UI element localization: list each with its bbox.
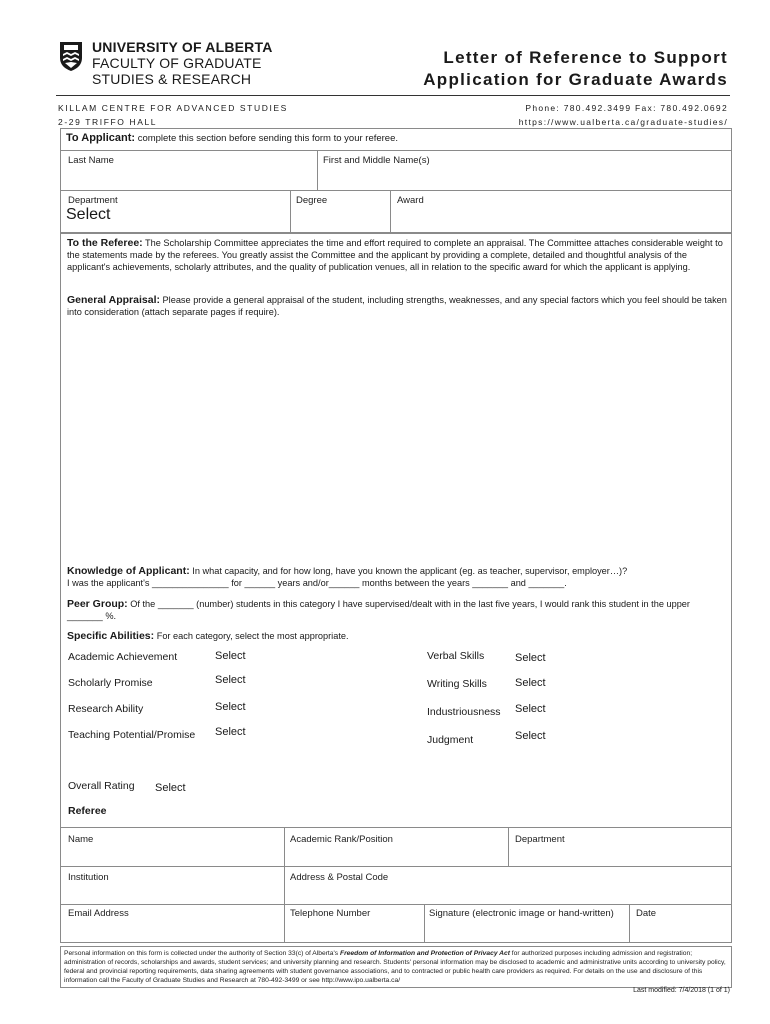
university-crest-icon xyxy=(58,40,84,72)
applicant-divider-1 xyxy=(60,150,732,151)
privacy-text-pre: Personal information on this form is collected under the authority of Section 33(c) of Alberta's xyxy=(64,950,340,957)
faculty-line-1: FACULTY OF GRADUATE xyxy=(92,55,262,71)
ability-select-academic-achievement[interactable]: Select xyxy=(215,650,246,662)
academic-rank-label: Academic Rank/Position xyxy=(290,834,393,845)
specific-abilities-heading: Specific Abilities: xyxy=(67,630,155,642)
university-title: UNIVERSITY OF ALBERTA xyxy=(92,39,273,55)
referee-intro-heading: To the Referee: xyxy=(67,237,143,249)
address-field[interactable] xyxy=(287,884,728,902)
ability-label-research-ability: Research Ability xyxy=(68,703,144,715)
ability-select-industriousness[interactable]: Select xyxy=(515,703,546,715)
institution-field[interactable] xyxy=(64,884,282,902)
applicant-vdiv-1 xyxy=(317,150,318,190)
general-appraisal-text: Please provide a general appraisal of the student, including strengths, weaknesses, and any special factors which you feel should be taken into consideration (attach separate pages if require). xyxy=(67,295,727,318)
office-address xyxy=(58,101,288,129)
referee-name-label: Name xyxy=(68,834,94,845)
ability-select-writing-skills[interactable]: Select xyxy=(515,677,546,689)
general-appraisal-heading: General Appraisal: xyxy=(67,294,160,306)
first-name-field[interactable] xyxy=(320,166,728,190)
knowledge-text-2[interactable]: I was the applicant's _______________ for ______ years and/or______ months between the years _______ and _______. xyxy=(67,578,567,589)
referee-table-top xyxy=(60,827,732,828)
faculty-line-2: STUDIES & RESEARCH xyxy=(92,71,252,87)
referee-department-field[interactable] xyxy=(511,846,728,864)
privacy-act-name: Freedom of Information and Protection of Privacy Act xyxy=(339,950,510,957)
phone-fax: Phone: 780.492.3499 Fax: 780.492.0692 xyxy=(525,103,728,113)
degree-label: Degree xyxy=(296,195,328,206)
document-title xyxy=(423,47,728,91)
signature-field[interactable] xyxy=(427,920,627,940)
award-field[interactable] xyxy=(393,206,728,230)
academic-rank-field[interactable] xyxy=(287,846,505,864)
degree-field[interactable] xyxy=(292,206,388,230)
ability-label-judgment: Judgment xyxy=(427,734,474,746)
header-divider xyxy=(56,95,730,96)
referee-vdiv-3 xyxy=(424,904,425,943)
signature-label: Signature (electronic image or hand-written) xyxy=(429,908,614,919)
date-label: Date xyxy=(636,908,657,919)
award-label: Award xyxy=(397,195,424,206)
referee-table-row-2 xyxy=(60,866,732,867)
referee-name-field[interactable] xyxy=(64,846,282,864)
telephone-field[interactable] xyxy=(287,920,421,940)
ability-label-scholarly-promise: Scholarly Promise xyxy=(68,677,153,689)
applicant-vdiv-2 xyxy=(290,190,291,233)
specific-abilities-text: For each category, select the most appropriate. xyxy=(156,631,349,641)
peer-group-text[interactable]: Of the _______ (number) students in this category I have supervised/dealt with in the last five years, I would rank this student in the upper _______ %. xyxy=(67,599,690,622)
ability-select-verbal-skills[interactable]: Select xyxy=(515,652,546,664)
university-name xyxy=(92,40,273,86)
general-appraisal xyxy=(67,294,727,318)
privacy-notice xyxy=(60,946,732,988)
peer-group-heading: Peer Group: xyxy=(67,598,128,610)
applicant-divider-2 xyxy=(60,190,732,191)
website-link[interactable]: https://www.ualberta.ca/graduate-studies/ xyxy=(518,117,728,127)
referee-table-row-3 xyxy=(60,904,732,905)
applicant-vdiv-3 xyxy=(390,190,391,233)
ability-label-writing-skills: Writing Skills xyxy=(427,678,487,690)
department-label: Department xyxy=(68,195,118,206)
ability-select-scholarly-promise[interactable]: Select xyxy=(215,674,246,686)
ability-label-industriousness: Industriousness xyxy=(427,706,501,718)
institution-label: Institution xyxy=(68,872,109,883)
overall-rating-label: Overall Rating xyxy=(68,780,135,792)
privacy-text-post: for authorized purposes including admission and registration; administration of records, scholarships and awards, student services; and university planning and research. Students' personal information may be disclosed to academic and administrative units according to university policy, federal and provincial reporting requirements, data sharing agreements with student governance associations, and to contracted or public health care providers as required. For details on the use and disclosure of this information call the Faculty of Graduate Studies and Research at 780-492-3499 or see http://www.ipo.ualberta.ca/ xyxy=(64,950,726,984)
peer-group xyxy=(67,598,727,622)
email-field[interactable] xyxy=(64,920,282,940)
applicant-heading: To Applicant: complete this section before sending this form to your referee. xyxy=(66,132,399,144)
telephone-label: Telephone Number xyxy=(290,908,371,919)
referee-vdiv-1 xyxy=(284,827,285,943)
ability-select-teaching-potential[interactable]: Select xyxy=(215,726,246,738)
referee-department-label: Department xyxy=(515,834,565,845)
last-modified: Last modified: 7/4/2018 (1 of 1) xyxy=(633,987,730,994)
first-name-label: First and Middle Name(s) xyxy=(323,155,430,166)
last-name-label: Last Name xyxy=(68,155,114,166)
address-line-1: KILLAM CENTRE FOR ADVANCED STUDIES xyxy=(58,103,288,113)
overall-rating-select[interactable]: Select xyxy=(155,782,186,794)
title-line-1: Letter of Reference to Support xyxy=(443,48,728,67)
referee-heading: Referee xyxy=(68,805,107,817)
date-field[interactable] xyxy=(632,920,728,940)
referee-intro xyxy=(67,237,727,274)
general-appraisal-textarea[interactable] xyxy=(66,320,726,560)
ability-label-academic-achievement: Academic Achievement xyxy=(68,651,178,663)
address-line-2: 2-29 TRIFFO HALL xyxy=(58,117,158,127)
referee-intro-text: The Scholarship Committee appreciates the time and effort required to complete an appraisal. The Committee attaches considerable weight to the statements made by the referees. You greatly assist the Committee and the applicant by providing a complete, detailed and thoughtful analysis of the applicant's achievements, scholarly attributes, and the quality of publication venues, all in relation to the specific award for which the applicant is applying. xyxy=(67,238,723,273)
knowledge-of-applicant xyxy=(67,565,727,589)
knowledge-text-1: In what capacity, and for how long, have you known the applicant (eg. as teacher, supervisor, employer…)? xyxy=(192,566,628,576)
knowledge-heading: Knowledge of Applicant: xyxy=(67,565,190,577)
office-contact xyxy=(519,101,728,129)
referee-vdiv-4 xyxy=(629,904,630,943)
ability-select-research-ability[interactable]: Select xyxy=(215,701,246,713)
title-line-2: Application for Graduate Awards xyxy=(423,70,728,89)
ability-label-verbal-skills: Verbal Skills xyxy=(427,650,485,662)
ability-select-judgment[interactable]: Select xyxy=(515,730,546,742)
email-label: Email Address xyxy=(68,908,129,919)
last-name-field[interactable] xyxy=(64,166,314,190)
department-select[interactable]: Select xyxy=(66,206,111,223)
referee-vdiv-2 xyxy=(508,827,509,866)
ability-label-teaching-potential: Teaching Potential/Promise xyxy=(68,729,196,741)
specific-abilities xyxy=(67,630,727,642)
address-label: Address & Postal Code xyxy=(290,872,389,883)
